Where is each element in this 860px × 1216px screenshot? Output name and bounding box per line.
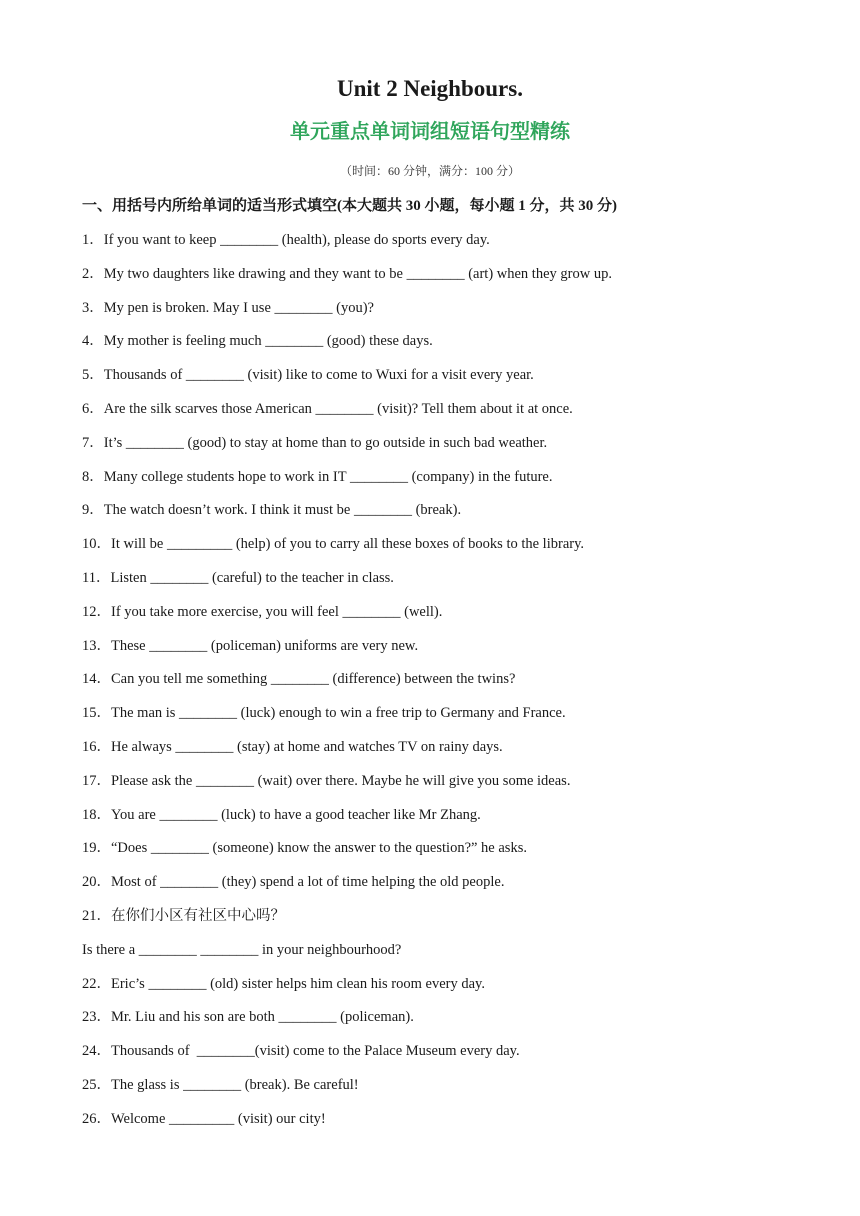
question-line: 23．Mr. Liu and his son are both ________ (policeman). [82,1009,414,1026]
document-subtitle: 单元重点单词词组短语句型精练 [290,121,570,143]
question-line: 15．The man is ________ (luck) enough to win a free trip to Germany and France. [82,705,566,722]
question-line: 20．Most of ________ (they) spend a lot of time helping the old people. [82,874,505,891]
question-line: 17．Please ask the ________ (wait) over there. Maybe he will give you some ideas. [82,772,571,789]
question-line: 13．These ________ (policeman) uniforms are very new. [82,637,419,654]
question-line: 6．Are the silk scarves those American ________ (visit)? Tell them about it at once. [82,400,573,417]
question-line: 4．My mother is feeling much ________ (good) these days. [82,333,433,350]
question-line: 14．Can you tell me something ________ (difference) between the twins? [82,671,516,688]
question-line: 8．Many college students hope to work in IT ________ (company) in the future. [82,468,553,485]
question-line: 24．Thousands of ________(visit) come to the Palace Museum every day. [82,1043,520,1060]
question-line: 5．Thousands of ________ (visit) like to come to Wuxi for a visit every year. [82,367,534,384]
question-line: 3．My pen is broken. May I use ________ (you)? [82,299,374,316]
question-line: 18．You are ________ (luck) to have a good teacher like Mr Zhang. [82,806,481,823]
document-title: Unit 2 Neighbours. [337,76,523,101]
question-line: 2．My two daughters like drawing and they want to be ________ (art) when they grow up. [82,265,612,282]
question-line: 16．He always ________ (stay) at home and watches TV on rainy days. [82,738,503,755]
question-line: 26．Welcome _________ (visit) our city! [82,1110,326,1127]
question-line: 7．It’s ________ (good) to stay at home than to go outside in such bad weather. [82,434,548,451]
question-line: 10．It will be _________ (help) of you to carry all these boxes of books to the library. [82,536,585,553]
exam-meta: （时间：60 分钟，满分：100 分） [339,164,520,178]
question-line: 19．“Does ________ (someone) know the answer to the question?” he asks. [82,840,527,857]
question-line: 9．The watch doesn’t work. I think it must be ________ (break). [82,502,462,519]
question-line: 1．If you want to keep ________ (health), please do sports every day. [82,232,490,248]
question-line: 12．If you take more exercise, you will feel ________ (well). [82,603,443,620]
question-line: 21．在你们小区有社区中心吗？ [82,907,285,924]
question-line: 22．Eric’s ________ (old) sister helps him clean his room every day. [82,975,485,992]
question-line: Is there a ________ ________ in your neighbourhood? [82,941,402,958]
question-list [82,228,612,1141]
question-line: 25．The glass is ________ (break). Be careful! [82,1076,359,1093]
section-heading: 一、用括号内所给单词的适当形式填空(本大题共 30 小题，每小题 1 分，共 30 分) [82,198,617,214]
question-line: 11．Listen ________ (careful) to the teacher in class. [82,569,394,586]
